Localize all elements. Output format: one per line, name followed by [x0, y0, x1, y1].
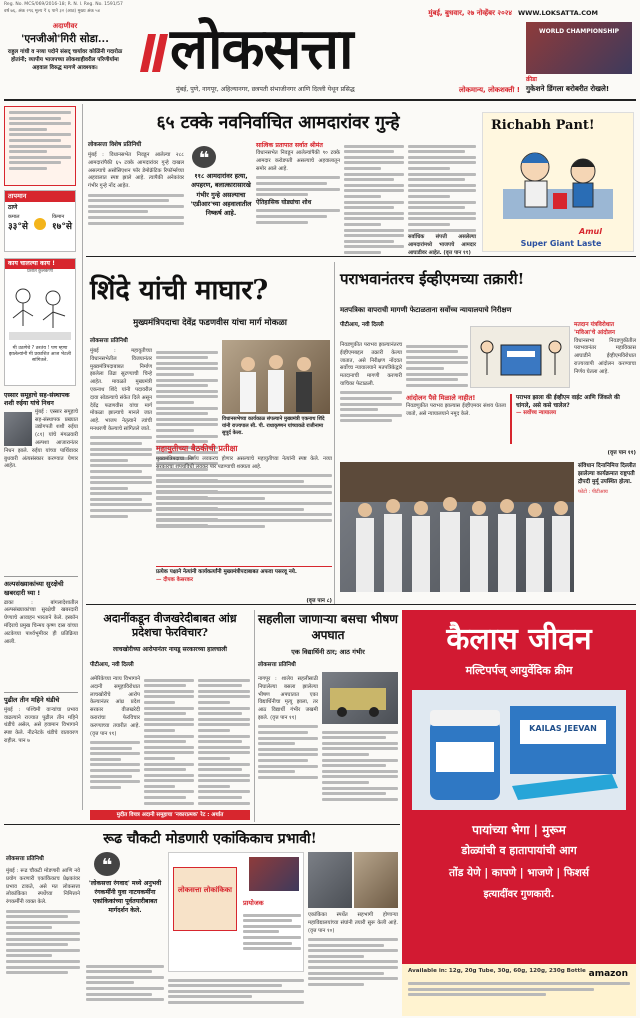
sidebar-story-2[interactable]	[4, 580, 78, 688]
quote-mark-icon: ❝	[192, 146, 216, 168]
evm-box-headline: आंदोलन पैसे मिळाले नाहीत!	[406, 394, 476, 402]
adani-col-1: अमेरिकेच्या न्याय विभागाने अदानी समूहाविरोधात लाचखोरीचे आरोप केल्यानंतर आंध्र प्रदेश सरकार वीजखरेदी करारांचा फेरविचार करण्याच्या तयारीत आहे. (वृत्त पान ११)	[90, 676, 140, 808]
bus-byline: लोकसत्ता प्रतिनिधी	[258, 662, 296, 668]
evm-cartoon	[470, 326, 570, 388]
mid-rule	[86, 604, 636, 605]
ad-product-name: KAILAS JEEVAN	[529, 724, 597, 733]
adani-footer-strip[interactable]: मुदीत विचत्र अदानी समूहाचा 'नकारात्मक' रेट : अर्थात	[90, 810, 250, 820]
top-story-extra-headline: ऐतिहासिक घोड्यांचा शोध	[256, 198, 312, 206]
teaser-left[interactable]	[6, 22, 124, 100]
ad-footer-panel	[402, 964, 636, 1016]
amul-brand: Amul	[579, 227, 602, 236]
bus-col-1: नागपूर : शालेय सहलीसाठी निघालेल्या बसला झालेल्या भीषण अपघातात एका विद्यार्थिनीचा मृत्यू झाला, तर आठ विद्यार्थी गंभीर जखमी झाले. (वृत्त पान ११)	[258, 676, 318, 808]
evm-quote: पराभव झाला की ईव्हीएम वाईट आणि जिंकले की चांगले, असे कसे चालेल?	[516, 395, 620, 410]
constitution-day-credit: फोटो : पीटीआय	[578, 489, 608, 496]
top-story-quote: ११८ आमदारांवर हत्या, अपहरण, बलात्कारासारखे गंभीर गुन्हे असल्याचा 'एडीआर'च्या अहवालातील निष्कर्ष आहे.	[190, 172, 252, 218]
adani-col-2	[144, 676, 194, 808]
lokankika-promo[interactable]	[168, 852, 304, 972]
sidebar-column-rule	[82, 104, 83, 810]
theatre-col-2	[86, 962, 164, 1014]
main-evm-divider	[334, 262, 335, 604]
evm-story-col-1: निवडणुकीत पराभव झाल्यानंतरच ईव्हीएमबद्दल तक्रारी केल्या जातात, असे निरीक्षण नोंदवत सर्वोच्च न्यायालयाने मतपत्रिकेद्वारे मतदानाची मागणी करणारी याचिका फेटाळली.	[340, 342, 402, 454]
ad-product-panel	[412, 690, 626, 810]
bus-col-2	[322, 728, 398, 810]
main-story-photo	[222, 340, 330, 414]
top-story-rule	[86, 256, 636, 257]
theatre-photo-2	[354, 852, 398, 908]
main-story-quote-author: — दीपक केसरकर	[156, 576, 193, 583]
adani-col-3	[198, 676, 250, 808]
theatre-photo-1	[308, 852, 352, 908]
adani-bus-divider	[254, 610, 255, 822]
cartoon-label: काय चालल्या काय !	[5, 259, 75, 269]
max-temp-label: कमाल	[8, 213, 20, 220]
theatre-rule	[4, 824, 400, 825]
top-story-center-headline: सात्विक प्रतापात सर्वात श्रीमंत	[256, 142, 323, 149]
promo-logo-box	[173, 867, 237, 931]
ad-store-logo[interactable]: amazon	[588, 969, 628, 979]
adani-headline[interactable]: अदानींकडून वीजखरेदीबाबत आंध्र प्रदेशचा फेरविचार?	[103, 612, 237, 640]
newspaper-title[interactable]: लोकसत्ता	[170, 16, 353, 82]
max-temp: ३३°से	[8, 221, 28, 232]
cartoon-caption: मी उठणेचे ? ठरतंय ! पण म्हणा झालेल्यांनी मी प्रकाशित आज भेटली सांगितले.	[8, 345, 72, 364]
weather-box	[4, 190, 76, 252]
registration-line: Reg. No. MCS/069/2016-18; R. N. I. Reg. No. 1591/57	[4, 2, 123, 7]
sidebar-story-3-headline: पुढील तीन महिने थंडीचे	[4, 696, 60, 704]
top-story-center-column	[256, 142, 340, 250]
chess-photo	[526, 22, 632, 74]
theatre-quote: 'लोकसत्ता रंगवाद' मध्ये अनुभवी रंगकर्मींनी युवा नाटयकर्मींना एकांकिकांच्या पूर्वतयारीबाबत मार्गदर्शन केले.	[88, 880, 162, 914]
amul-ad[interactable]	[482, 112, 634, 252]
amul-illustration	[483, 137, 633, 227]
masthead-tagline: लोकमान्य, लोकशक्ती !	[458, 86, 520, 94]
cartoon-credit: प्रशांत कुलकर्णी	[27, 269, 53, 275]
theatre-byline: लोकसत्ता प्रतिनिधी	[6, 856, 44, 862]
teaser-left-headline: 'एनजीओ'गिरी सोडा...	[21, 33, 109, 46]
main-story-photo-caption: विधानसभेच्या कार्यकाळ संपल्याने मुख्यमंत्री एकनाथ शिंदे यांनी राज्यपाल सी. पी. राधाकृष्णन यांच्याकडे राजीनामा सुपूर्द केला.	[222, 416, 325, 436]
bus-subhead: एक विद्यार्थिनी ठार; आठ गंभीर	[291, 648, 365, 656]
main-story-quote-box	[156, 566, 332, 596]
main-story-subsection-head: महायुतीच्या बैठकीची प्रतीक्षा	[156, 444, 238, 453]
main-story-headline[interactable]: शिंदे यांची माघार?	[90, 275, 269, 306]
sidebar-story-2-headline: अल्पसंख्याकांच्या सुरक्षेची खबरदारी घ्या !	[4, 580, 64, 597]
ad-uses-3: तोंड येणे | कापणे | भाजणे | फिशर्स	[449, 867, 589, 879]
bus-accident-photo	[322, 672, 398, 724]
sidebar-divider-2	[4, 692, 78, 693]
chess-banner: WORLD CHAMPIONSHIP	[539, 28, 619, 35]
constitution-day-caption: संविधान दिनानिमित्त दिल्लीत झालेल्या कार्यक्रमात राष्ट्रपती द्रौपदी मुर्मू उपस्थित होत्या. फोटो : पीटीआय	[578, 463, 636, 496]
top-story-byline: लोकसत्ता विशेष प्रतिनिधी	[88, 142, 142, 148]
ad-availability: Available in: 12g, 20g Tube, 30g, 60g, 120g, 230g Bottle	[408, 968, 586, 974]
cartoon-box	[4, 258, 76, 386]
amul-cartoon-title: Richabh Pant!	[491, 118, 595, 133]
min-temp: १७°से	[51, 221, 72, 232]
theatre-quote-icon: ❝	[94, 852, 120, 876]
kailas-jeevan-ad[interactable]	[402, 610, 636, 1016]
masthead-cities: मुंबई, पुणे, नागपूर, अहिल्यानगर, छत्रपती संभाजीनगर आणि दिल्ली येथून प्रसिद्ध	[176, 86, 355, 93]
edition-line: वर्ष ७६, अंक २९६ मूल्य ₹ ६ पाने ३२ (आठ) मुख्य अंक ५४	[4, 9, 100, 14]
adani-byline: पीटीआय, नवी दिल्ली	[90, 662, 134, 668]
evm-continued[interactable]: (वृत्त पान ११)	[607, 450, 636, 456]
evm-story-headline[interactable]: पराभवानंतरच ईव्हीएमच्या तक्रारी!	[340, 270, 525, 288]
main-story-continued[interactable]: (वृत्त पान ८)	[306, 598, 332, 604]
teaser-right-kicker: क्रीडा	[526, 76, 537, 83]
theatre-col-3	[168, 976, 304, 1014]
sidebar-story-3[interactable]	[4, 696, 78, 812]
sidebar-story-1-text: मुंबई : एस्सार समूहाचे सह-संस्थापक प्रख्यात उद्योगपती शशी रुईया (८१) यांचे मंगळवारी अल्पशा आजारानंतर निधन झाले. रुईया यांच्या पार्थिवावर बुधवारी अंत्यसंस्कार करण्यात येणार आहेत.	[4, 408, 78, 470]
evm-story-col-2	[406, 342, 468, 392]
top-story-col-4	[408, 142, 476, 256]
sidebar-divider-1	[4, 576, 78, 577]
ad-uses-2: डोळ्यांची व हातापायांची आग	[461, 844, 577, 857]
top-story-right-text: सर्वाधिक संपत्ती असलेल्या आमदारांमध्ये भाजपचे आमदार आघाडीवर आहेत. (वृत्त पान ११)	[408, 234, 476, 256]
teaser-left-text: राहुल गांधी व नव्या पदोने संसद्‌ चार्यावर कोळिंनी गदारोळ होतांनी; व्यापीय भाजपच्या लोकशाहीवरील परिणीर्यामा अहवाल विरुद्ध मागणे आवश्यक।	[7, 48, 123, 71]
cartoon-drawing	[5, 276, 75, 346]
adani-subhead: लाचखोरीच्या आरोपानंतर नायडू सरकारच्या हालचाली	[113, 646, 227, 653]
sidebar-index-box	[4, 106, 76, 186]
teaser-left-kicker: अदाणीवर	[52, 22, 78, 30]
ad-uses-1: पायांच्या भेगा | मुरूम	[472, 823, 566, 837]
evm-box[interactable]	[406, 394, 506, 450]
weather-label: तापमान	[5, 191, 75, 202]
main-story-subhead: मुख्यमंत्रिपदाचा देवेंद्र फडणवीस यांचा मार्ग मोकळा	[133, 318, 287, 328]
website-link[interactable]: WWW.LOKSATTA.COM	[518, 9, 599, 17]
teaser-right-headline[interactable]: गुकेशने डिंगला बरोबरीत रोखले!	[526, 84, 610, 93]
promo-title: लोकसत्ता लोकांकिका	[178, 886, 232, 894]
evm-story-subhead: मतपत्रिका वापराची मागणी फेटाळताना सर्वोच्च न्यायालयाचे निरीक्षण	[340, 306, 512, 314]
masthead-rule	[4, 99, 636, 101]
min-temp-label: किमान	[51, 213, 65, 220]
sidebar-story-3-text: मुंबई : पश्चिमी वाऱ्यांचा प्रभाव वाढल्याने राज्यात पुढील तीन महिने थंडीचे असेल, असे हवामान विभागाने स्पष्ट केले. नीटनेटके थंडीचे वातावरण राहील. पान ७	[4, 706, 78, 744]
theatre-headline[interactable]: रूढ चौकटी मोडणारी एकांकिकाच प्रभावी!	[103, 831, 317, 847]
main-story-byline: लोकसत्ता प्रतिनिधी	[90, 338, 128, 344]
bus-headline[interactable]: सहलीला जाणाऱ्या बसचा भीषण अपघात	[258, 612, 398, 642]
top-story-headline[interactable]: ६५ टक्के नवनिर्वाचित आमदारांवर गुन्हे	[156, 113, 400, 133]
dateline: मुंबई, बुधवार, २७ नोव्हेंबर २०२४	[428, 9, 512, 17]
evm-story-byline: पीटीआय, नवी दिल्ली	[340, 322, 384, 328]
weather-city: ठाणे	[8, 203, 18, 211]
evm-side-text: विधानसभा निवडणुकीतील पराभवानंतर महाविकास आघाडीने ईव्हीएमविरोधात राज्यव्यापी आंदोलन करण्याचा निर्णय घेतला आहे.	[574, 337, 636, 375]
ad-subtitle: मल्टिपर्पज् आयुर्वेदिक क्रीम	[465, 664, 573, 677]
promo-badge	[249, 857, 299, 891]
top-story-center-text: विधानसभेत निवडून आलेल्यांपैकी ९० टक्के आमदार करोडपती असल्याचे अहवालातून समोर आले आहे.	[256, 150, 340, 172]
sidebar-story-1[interactable]	[4, 392, 78, 570]
evm-side-head: मतदान यंत्रविरोधात 'मविआ'चे आंदोलन	[574, 322, 616, 336]
ad-uses-4: इत्यादींवर गुणकारी.	[483, 889, 555, 900]
theatre-col-4: एकांकिका स्पर्धेत सहभागी होणाऱ्या महाविद्यालयांच्या संघांनी तयारी सुरू केली आहे. (वृत्त पान १०)	[308, 912, 398, 1014]
obituary-photo	[4, 412, 32, 446]
evm-quote-box	[510, 394, 636, 444]
theatre-col-1: मुंबई : रूढ चौकटी मोडणारी आणि नवे प्रयोग करणारी एकांकिकाच प्रेक्षकांवर प्रभाव टाकते, असे मत लोकसत्ता लोकांकिका स्पर्धेच्या निमित्ताने रंगकर्मींनी व्यक्त केले.	[6, 868, 80, 1014]
evm-quote-author: — सर्वोच्च न्यायालय	[516, 410, 557, 417]
ad-title: कैलास जीवन	[446, 622, 592, 657]
evm-box-text: निवडणुकीत पराभव झाल्यास ईव्हीएमवर संशय घेतला जातो, असे न्यायालयाने नमूद केले.	[406, 402, 506, 417]
ad-product-image	[412, 690, 626, 810]
amul-tagline: Super Giant Laste	[520, 239, 602, 248]
top-story-col-3	[344, 142, 404, 250]
main-story-quote: प्रत्येक पक्षाने नेत्यांनी कार्यकर्त्यांनी मुख्यमंत्रीपदाबाबत अफवा पसरवू नये.	[156, 569, 297, 575]
sun-icon	[34, 218, 46, 230]
logo-mark	[134, 28, 172, 80]
sidebar-story-2-text: ढाका : बांगलादेशातील अल्पसंख्याकांच्या सुरक्षेची खबरदारी घेण्याचे आवाहन भारताने केले. इस्कॉन मंदिराचे प्रमुख चिन्मय कृष्ण दास यांच्या अटकेच्या पार्श्वभूमीवर ही प्रतिक्रिया आली.	[4, 599, 78, 645]
constitution-day-photo	[340, 462, 574, 592]
evm-side-story[interactable]	[574, 322, 636, 392]
top-story-text: मुंबई : विधानसभेत निवडून आलेल्या २८८ आमदारांपैकी ६५ टक्के आमदारांवर गुन्हे दाखल असल्याचे असोसिएशन फॉर डेमोक्रॅटिक रिफॉर्म्सच्या अहवालात स्पष्ट झाले आहे. त्यापैकी अनेकांवर गंभीर गुन्हे नोंद आहेत.	[88, 152, 184, 250]
sidebar-story-1-headline: एस्सार समूहाचे सह-संस्थापक शशी रुईया यांचे निधन	[4, 392, 70, 408]
promo-sponsor-label: प्रायोजक	[243, 899, 264, 907]
main-story-col-1: मुंबई : महायुतीच्या विधानसभेतील विजयानंतर मुख्यमंत्रिपदाबाबत निर्माण झालेला तिढा सुटण्याची चिन्हे आहेत. मावळते मुख्यमंत्री एकनाथ शिंदे यांनी पदावरील दावा सोडल्याचे संकेत दिले असून देवेंद्र फडणवीस यांचा मार्ग मोकळा झाल्याचे मानले जात आहे. भाजप नेतृत्वाने त्यांची मनधरणी केल्याचे सांगितले जाते.	[90, 348, 152, 598]
main-story-col-3: मुख्यमंत्रिपदाचा निर्णय लवकरच होणार असल्याचे महायुतीच्या नेत्यांनी स्पष्ट केले. नव्या सरकारचा शपथविधी लवकर पार पडण्याची शक्यता आहे.	[156, 456, 332, 566]
